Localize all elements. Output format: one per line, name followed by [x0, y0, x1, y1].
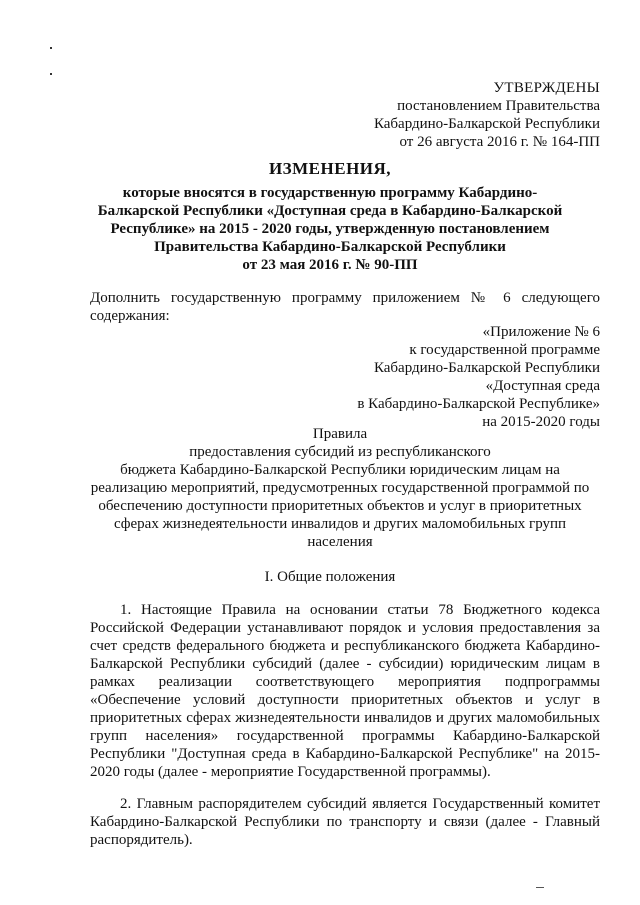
appendix-line: Кабардино-Балкарской Республики	[373, 360, 600, 376]
subtitle-line: Балкарской Республики «Доступная среда в Кабардино-Балкарской	[97, 203, 563, 219]
document-title	[60, 160, 600, 274]
appendix-line: на 2015-2020 годы	[482, 414, 600, 430]
paragraph-2: 2. Главным распорядителем субсидий является Государственный комитет Кабардино-Балкарской Республики по транспорту и связи (далее - Главный распорядитель).	[90, 796, 600, 848]
approval-heading: УТВЕРЖДЕНЫ	[493, 80, 600, 96]
title-subtitle	[60, 184, 600, 274]
paragraph-1: 1. Настоящие Правила на основании статьи 78 Бюджетного кодекса Российской Федерации устанавливают порядок и условия предоставления за счет средств федерального бюджета и республиканского бюджета Кабардино-Балкарской Республики субсидий (далее - субсидии) юридическим лицам в рамках реализации соответствующего мероприятия подпрограммы «Обеспечение условий доступности приоритетных объектов и услуг в приоритетных сферах жизнедеятельности инвалидов и других маломобильных групп населения» государственной программы Кабардино-Балкарской Республики "Доступная среда в Кабардино-Балкарской Республике" на 2015-2020 годы (далее - мероприятие Государственной программы).	[90, 602, 600, 780]
approval-line: от 26 августа 2016 г. № 164-ПП	[399, 134, 600, 150]
appendix-line: «Приложение № 6	[482, 324, 600, 340]
appendix-line: к государственной программе	[409, 342, 600, 358]
rules-line: населения	[307, 534, 373, 550]
approval-stamp-block	[330, 79, 600, 151]
scan-speck	[50, 47, 52, 49]
page-footer-mark	[536, 887, 544, 888]
appendix-reference	[330, 323, 600, 431]
subtitle-line: которые вносятся в государственную программу Кабардино-	[122, 185, 538, 201]
approval-line: Кабардино-Балкарской Республики	[373, 116, 600, 132]
scan-speck	[50, 73, 52, 75]
rules-line: обеспечению доступности приоритетных объектов и услуг в приоритетных	[98, 498, 582, 514]
rules-line: реализацию мероприятий, предусмотренных государственной программой по	[90, 480, 590, 496]
rules-line: предоставления субсидий из республиканского	[189, 444, 491, 460]
intro-text: Дополнить государственную программу приложением № 6 следующего	[90, 290, 600, 306]
rules-heading: Правила	[312, 426, 368, 442]
section-heading: I. Общие положения	[264, 569, 396, 585]
subtitle-line: Правительства Кабардино-Балкарской Республики	[154, 239, 506, 255]
rules-title	[80, 425, 600, 551]
title-main: ИЗМЕНЕНИЯ,	[268, 159, 392, 178]
subtitle-line: Республике» на 2015 - 2020 годы, утвержденную постановлением	[110, 221, 550, 237]
appendix-line: «Доступная среда	[485, 378, 600, 394]
appendix-line: в Кабардино-Балкарской Республике»	[357, 396, 600, 412]
approval-line: постановлением Правительства	[397, 98, 600, 114]
subtitle-line: от 23 мая 2016 г. № 90-ПП	[242, 257, 418, 273]
rules-line: бюджета Кабардино-Балкарской Республики юридическим лицам на	[120, 462, 560, 478]
rules-line: сферах жизнедеятельности инвалидов и других маломобильных групп	[113, 516, 567, 532]
intro-text-cont: содержания:	[90, 308, 170, 324]
